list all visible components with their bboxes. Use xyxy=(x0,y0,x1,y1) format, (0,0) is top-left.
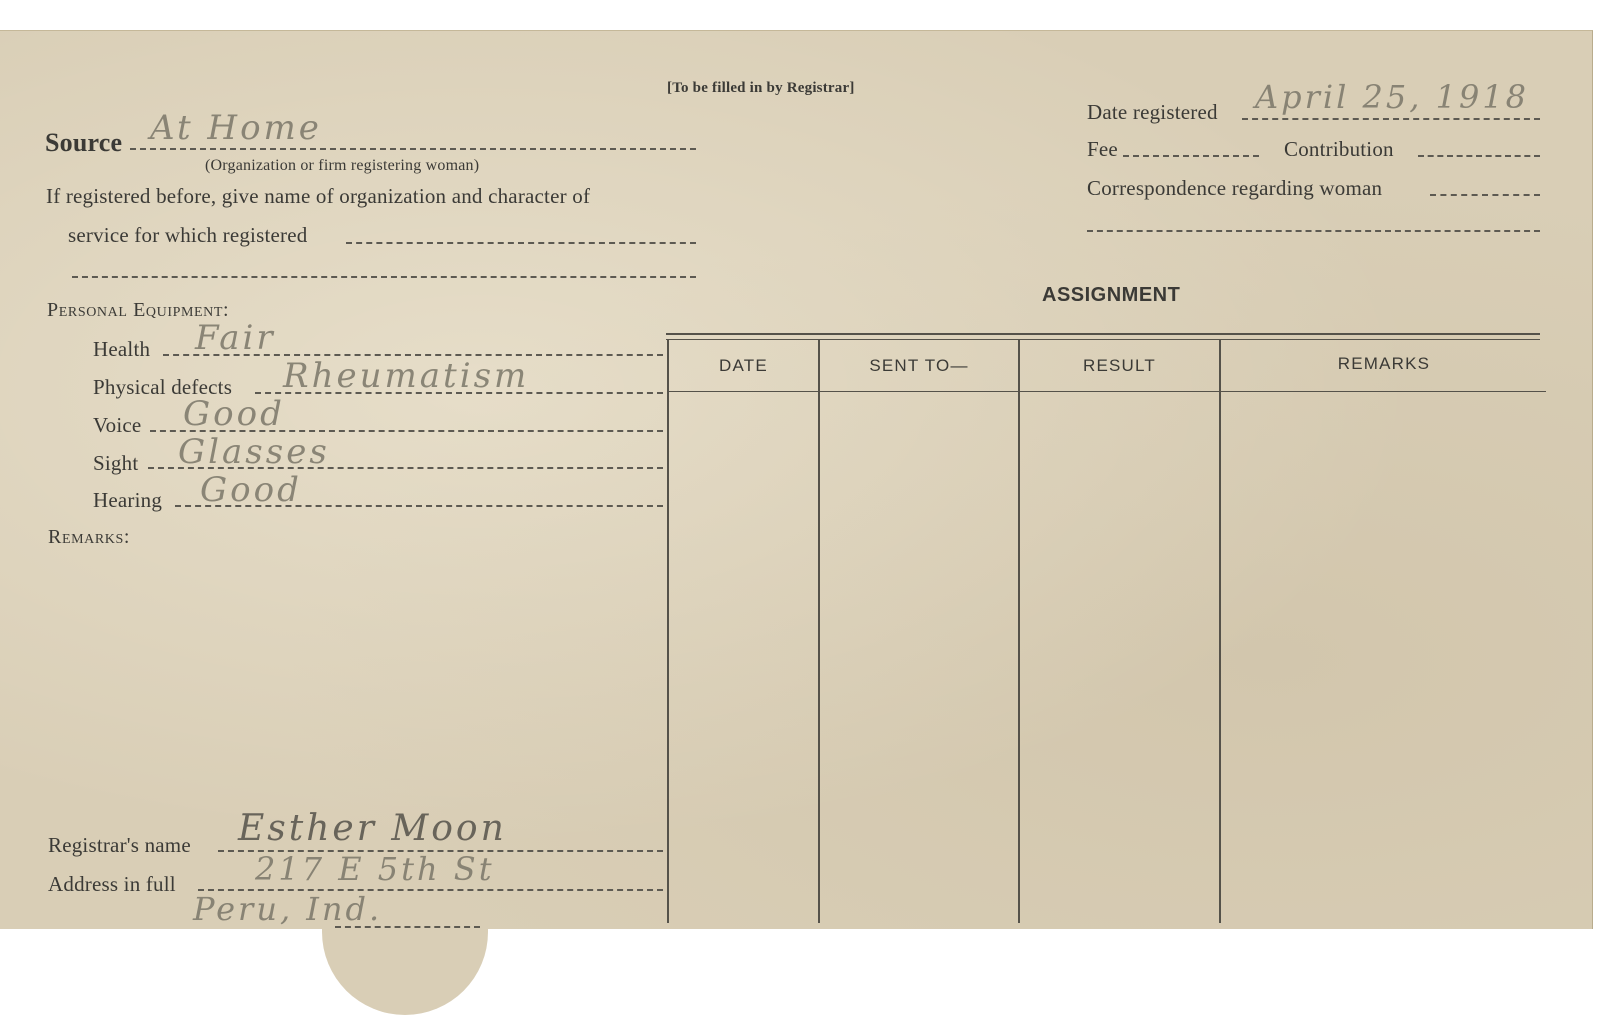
column-header-remarks: REMARKS xyxy=(1337,354,1431,373)
registrar-name-label: Registrar's name xyxy=(48,833,191,857)
assignment-left-border xyxy=(667,340,669,923)
address-line-2 xyxy=(335,926,480,928)
source-label: Source xyxy=(45,128,123,157)
correspondence-label: Correspondence regarding woman xyxy=(1087,176,1383,200)
registered-before-line2: service for which registered xyxy=(68,223,308,247)
assignment-title: ASSIGNMENT xyxy=(1042,284,1181,306)
contribution-line xyxy=(1418,155,1540,157)
registered-before-line xyxy=(346,242,696,244)
registered-before-line1: If registered before, give name of organization and character of xyxy=(46,184,591,208)
assignment-col-divider-1 xyxy=(818,340,820,923)
remarks-heading: Remarks: xyxy=(48,526,131,548)
column-header-result: RESULT xyxy=(1082,356,1156,375)
fee-label: Fee xyxy=(1087,137,1118,161)
date-registered-line xyxy=(1242,118,1540,120)
address-label: Address in full xyxy=(48,872,176,896)
source-value: At Home xyxy=(150,108,322,148)
sight-value: Glasses xyxy=(178,432,330,472)
correspondence-line-2 xyxy=(1087,230,1540,232)
registrar-note: [To be filled in by Registrar] xyxy=(667,80,855,96)
date-registered-label: Date registered xyxy=(1087,100,1218,124)
source-sublabel: (Organization or firm registering woman) xyxy=(205,157,480,174)
physical-defects-value: Rheumatism xyxy=(283,356,530,396)
voice-label: Voice xyxy=(93,413,142,437)
health-value: Fair xyxy=(195,318,276,358)
assignment-col-divider-2 xyxy=(1018,340,1020,923)
registered-before-line-2 xyxy=(72,276,696,278)
assignment-header-rule xyxy=(668,391,1546,392)
column-header-sent-to: SENT TO— xyxy=(869,356,969,375)
address-line2-value: Peru, Ind. xyxy=(193,890,383,928)
registrar-name-value: Esther Moon xyxy=(238,808,507,849)
card-tab xyxy=(322,915,488,1015)
physical-defects-label: Physical defects xyxy=(93,375,233,399)
hearing-value: Good xyxy=(200,470,302,510)
contribution-label: Contribution xyxy=(1284,137,1394,161)
sight-label: Sight xyxy=(93,451,139,475)
date-registered-value: April 25, 1918 xyxy=(1255,78,1530,116)
voice-value: Good xyxy=(183,394,285,434)
personal-equipment-heading: Personal Equipment: xyxy=(47,299,230,321)
column-header-date: DATE xyxy=(719,356,768,375)
address-line1-value: 217 E 5th St xyxy=(255,850,495,888)
hearing-label: Hearing xyxy=(93,488,163,512)
fee-line xyxy=(1123,155,1259,157)
health-label: Health xyxy=(93,337,151,361)
correspondence-line xyxy=(1430,194,1540,196)
source-line xyxy=(130,148,696,150)
assignment-top-rule xyxy=(666,333,1540,335)
assignment-col-divider-3 xyxy=(1219,340,1221,923)
assignment-top-rule-2 xyxy=(666,339,1540,340)
